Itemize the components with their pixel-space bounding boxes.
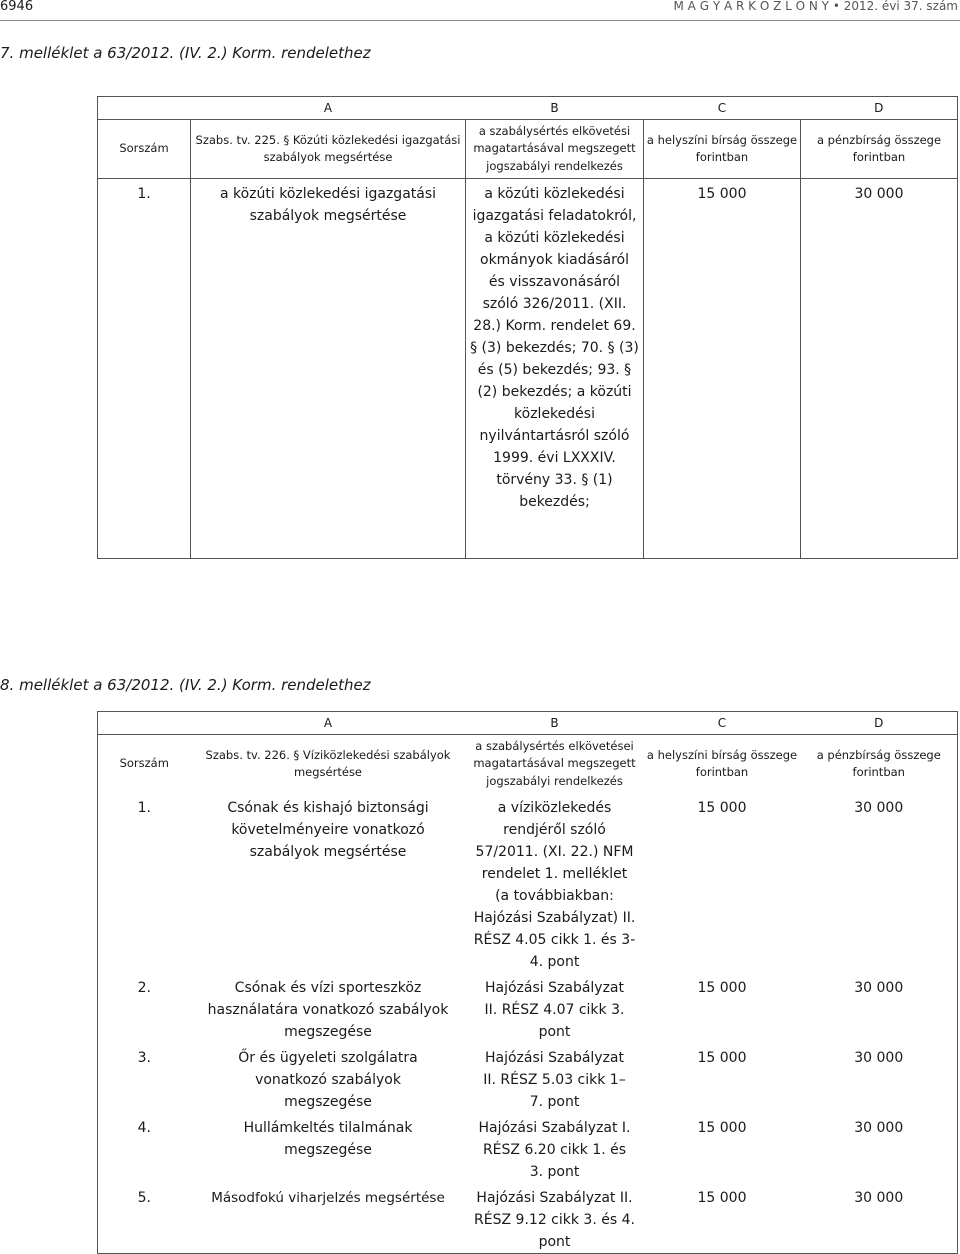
- row-violation: Őr és ügyeleti szolgálatra vonatkozó szabályok megszegése: [238, 1050, 418, 1110]
- journal-title: M A G Y A R K Ö Z L Ö N Y • 2012. évi 37. szám: [673, 0, 958, 13]
- row-serial: 1.: [98, 179, 191, 559]
- row-fine: 30 000: [854, 1190, 904, 1206]
- header-row: [98, 120, 958, 179]
- row-fine: 30 000: [854, 1050, 904, 1066]
- table-row: [98, 179, 958, 559]
- row-fine: 30 000: [854, 980, 904, 996]
- row-serial: 3.: [137, 1050, 151, 1066]
- row-provision: a közúti közlekedési igazgatási feladatokról, a közúti közlekedési okmányok kiadásáról és visszavonásáról szóló 326/2011. (XII. 28.) Korm. rendelet 69. § (3) bekezdés; 70. § (3) és (5) bekezdés; 93. § (2) bekezdés; a közúti közlekedési nyilvántartásról szóló 1999. évi LXXXIV. törvény 33. § (1) bekezdés;: [466, 179, 644, 559]
- header-rule: [0, 20, 960, 21]
- row-provision: Hajózási Szabályzat II. RÉSZ 5.03 cikk 1–7. pont: [483, 1050, 626, 1110]
- column-letter: B: [466, 712, 644, 735]
- row-onsite-fine: 15 000: [697, 1120, 747, 1136]
- header-c: a helyszíni bírság összege forintban: [644, 120, 801, 179]
- row-serial: 2.: [137, 980, 151, 996]
- row-fine: 30 000: [801, 179, 958, 559]
- annex8-table: [97, 711, 958, 1254]
- row-provision: Hajózási Szabályzat I. RÉSZ 6.20 cikk 1. és 3. pont: [478, 1120, 631, 1180]
- table-row: [98, 973, 958, 1043]
- row-onsite-fine: 15 000: [644, 179, 801, 559]
- table-row: [98, 1113, 958, 1183]
- row-onsite-fine: 15 000: [697, 800, 747, 816]
- row-fine: 30 000: [854, 800, 904, 816]
- column-letter: A: [191, 97, 466, 120]
- row-violation: Csónak és kishajó biztonsági követelményeire vonatkozó szabályok megsértése: [227, 800, 429, 860]
- page-number: 6946: [0, 0, 34, 14]
- column-letter-row: [98, 712, 958, 735]
- row-provision: a víziközlekedés rendjéről szóló 57/2011. (XI. 22.) NFM rendelet 1. melléklet (a továbbiakban: Hajózási Szabályzat) II. RÉSZ 4.05 cikk 1. és 3-4. pont: [473, 800, 636, 970]
- annex7-table: [97, 96, 958, 559]
- column-letter: A: [191, 712, 466, 735]
- header-row: [98, 735, 958, 794]
- header-serial: Sorszám: [98, 120, 191, 179]
- row-violation: Másodfokú viharjelzés megsértése: [211, 1190, 445, 1206]
- header-d: a pénzbírság összege forintban: [816, 132, 942, 164]
- row-serial: 4.: [137, 1120, 151, 1136]
- row-onsite-fine: 15 000: [697, 1050, 747, 1066]
- column-letter: C: [644, 712, 801, 735]
- row-violation: Hullámkeltés tilalmának megszegése: [243, 1120, 413, 1158]
- column-letter: C: [644, 97, 801, 120]
- column-letter: B: [466, 97, 644, 120]
- column-letter: D: [801, 712, 958, 735]
- header-a: Szabs. tv. 226. § Víziközlekedési szabályok megsértése: [205, 747, 451, 779]
- header-b: a szabálysértés elkövetési magatartásával megszegett jogszabályi rendelkezés: [466, 120, 644, 179]
- header-a: Szabs. tv. 225. § Közúti közlekedési igazgatási szabályok megsértése: [191, 120, 466, 179]
- annex-title: 7. melléklet a 63/2012. (IV. 2.) Korm. rendelethez: [0, 44, 371, 62]
- row-provision: Hajózási Szabályzat II. RÉSZ 4.07 cikk 3. pont: [484, 980, 625, 1040]
- table-row: [98, 1043, 958, 1113]
- row-fine: 30 000: [854, 1120, 904, 1136]
- header-d: a pénzbírság összege forintban: [816, 747, 941, 779]
- table-row: [98, 793, 958, 973]
- page-header: [0, 0, 960, 14]
- row-provision: Hajózási Szabályzat II. RÉSZ 9.12 cikk 3. és 4. pont: [474, 1190, 635, 1250]
- header-serial: Sorszám: [119, 756, 169, 771]
- row-serial: 5.: [137, 1190, 151, 1206]
- column-letter: D: [801, 97, 958, 120]
- header-b: a szabálysértés elkövetései magatartásával megszegett jogszabályi rendelkezés: [473, 739, 636, 788]
- row-onsite-fine: 15 000: [697, 980, 747, 996]
- column-letter-row: [98, 97, 958, 120]
- row-serial: 1.: [137, 800, 151, 816]
- table-row: [98, 1183, 958, 1254]
- annex-title: 8. melléklet a 63/2012. (IV. 2.) Korm. rendelethez: [0, 676, 371, 694]
- row-onsite-fine: 15 000: [697, 1190, 747, 1206]
- header-c: a helyszíni bírság összege forintban: [646, 747, 798, 779]
- row-violation: Csónak és vízi sporteszköz használatára vonatkozó szabályok megszegése: [207, 980, 449, 1040]
- row-violation: a közúti közlekedési igazgatási szabályok megsértése: [191, 179, 466, 559]
